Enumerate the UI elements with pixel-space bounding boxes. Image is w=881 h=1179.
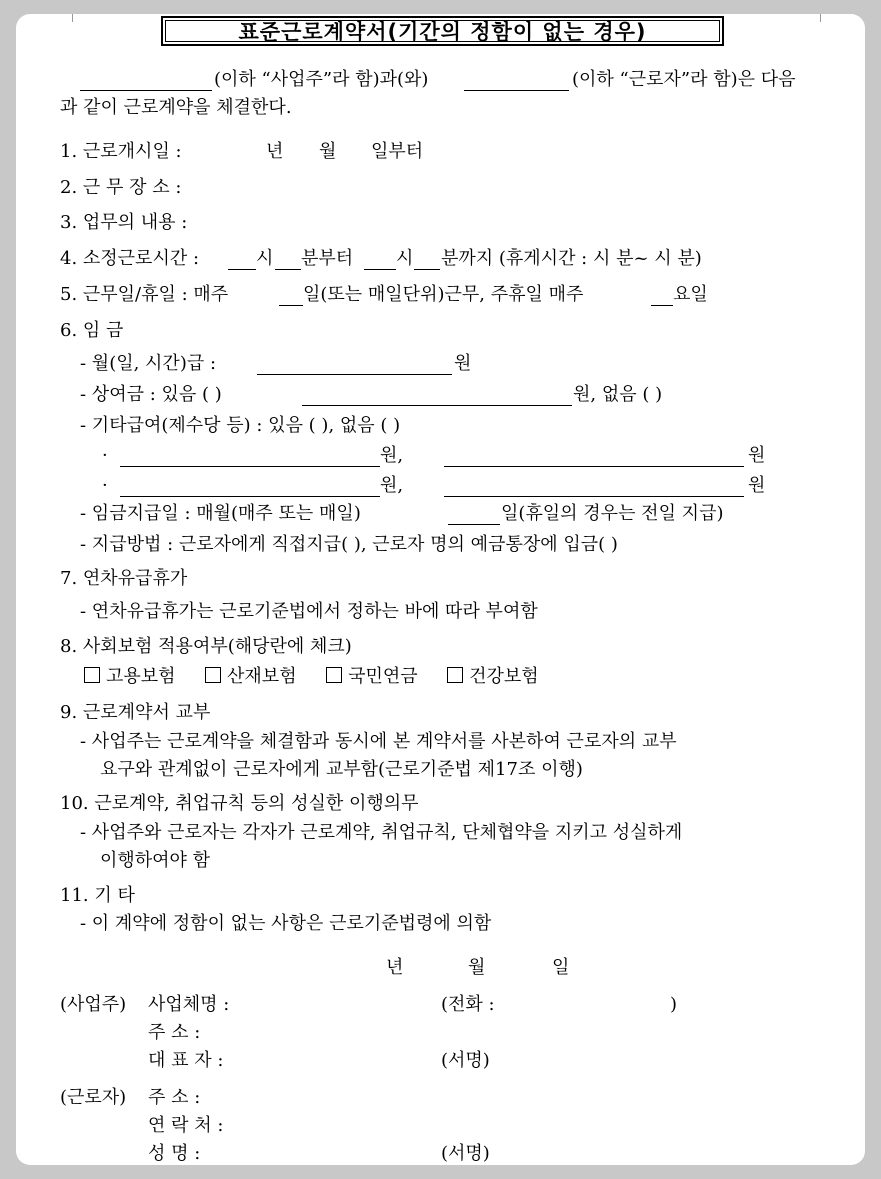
payday-label: - 임금지급일 : 매월(매주 또는 매일) (80, 503, 361, 524)
section-7-label: 7. 연차유급휴가 (60, 568, 188, 589)
employment-insurance-checkbox[interactable] (84, 667, 100, 683)
phone-label: (전화 : (441, 994, 495, 1015)
section-5-mid: 일(또는 매일단위)근무, 주휴일 매주 (303, 284, 584, 305)
payday-blank[interactable] (448, 524, 500, 525)
wage-label: - 월(일, 시간)급 : (80, 353, 217, 374)
other-pay-label: - 기타급여(제수당 등) : 있음 ( ), 없음 ( ) (80, 415, 401, 436)
section-9-line1: - 사업주는 근로계약을 체결함과 동시에 본 계약서를 사본하여 근로자의 교부 (80, 731, 677, 752)
won-unit: 원 (748, 475, 766, 496)
health-insurance-checkbox[interactable] (447, 667, 463, 683)
minute-blank-2[interactable] (414, 269, 440, 270)
insurance-options (84, 666, 539, 688)
employer-address-label: 주 소 : (148, 1022, 201, 1043)
worker-blank[interactable] (464, 90, 569, 91)
industrial-accident-label: 산재보험 (227, 666, 297, 687)
representative-label: 대 표 자 : (148, 1050, 224, 1071)
payment-method: - 지급방법 : 근로자에게 직접지급( ), 근로자 명의 예금통장에 입금( ) (80, 534, 618, 555)
worker-address-label: 주 소 : (148, 1087, 201, 1108)
start-month: 월 (319, 141, 337, 162)
section-4-label: 4. 소정근로시간 : (60, 248, 200, 269)
employment-insurance-label: 고용보험 (106, 666, 176, 687)
bullet: · (102, 475, 108, 496)
intro-line2: 과 같이 근로계약을 체결한다. (60, 97, 292, 118)
section-1-label: 1. 근로개시일 : (60, 141, 182, 162)
won-comma: 원, (380, 445, 404, 466)
bullet: · (102, 445, 108, 466)
date-year: 년 (386, 957, 404, 978)
section-10-label: 10. 근로계약, 취업규칙 등의 성실한 이행의무 (60, 793, 419, 814)
health-insurance-label: 건강보험 (469, 666, 539, 687)
other-pay-blank-1[interactable] (120, 466, 380, 467)
wage-unit: 원 (454, 353, 472, 374)
won-comma: 원, (380, 475, 404, 496)
intro-employer: (이하 “사업주”라 함)과(와) (214, 69, 429, 90)
other-pay-blank-4[interactable] (444, 496, 744, 497)
weekday-blank[interactable] (651, 305, 673, 306)
section-11-label: 11. 기 타 (60, 885, 135, 906)
bonus-blank[interactable] (302, 405, 572, 406)
section-8-label: 8. 사회보험 적용여부(해당란에 체크) (60, 636, 352, 657)
worker-name-label: 성 명 : (148, 1143, 201, 1164)
workdays-blank[interactable] (279, 305, 303, 306)
wage-blank[interactable] (257, 374, 452, 375)
section-10-line2: 이행하여야 함 (100, 850, 211, 871)
section-3-label: 3. 업무의 내용 : (60, 212, 188, 233)
national-pension-label: 국민연금 (348, 666, 418, 687)
date-month: 월 (468, 957, 486, 978)
worker-tag: (근로자) (60, 1087, 127, 1108)
from-label: 분부터 (301, 248, 354, 269)
hour-unit: 시 (256, 248, 274, 269)
bonus-unit: 원, 없음 ( ) (573, 384, 663, 405)
intro-worker: (이하 “근로자”라 함)은 다음 (572, 69, 796, 90)
national-pension-checkbox[interactable] (326, 667, 342, 683)
contact-label: 연 락 처 : (148, 1115, 224, 1136)
section-6-label: 6. 임 금 (60, 320, 124, 341)
payday-rest: 일(휴일의 경우는 전일 지급) (501, 503, 724, 524)
section-9-label: 9. 근로계약서 교부 (60, 702, 211, 723)
document-page (16, 14, 865, 1165)
minute-blank[interactable] (275, 269, 301, 270)
employer-tag: (사업주) (60, 994, 127, 1015)
other-pay-blank-2[interactable] (444, 466, 744, 467)
employer-blank[interactable] (80, 90, 212, 91)
hour-unit-2: 시 (396, 248, 414, 269)
start-day: 일부터 (371, 141, 424, 162)
section-10-line1: - 사업주와 근로자는 각자가 근로계약, 취업규칙, 단체협약을 지키고 성실하게 (80, 822, 683, 843)
start-year: 년 (266, 141, 284, 162)
bonus-label: - 상여금 : 있음 ( ) (80, 384, 222, 405)
phone-close: ) (670, 994, 678, 1015)
worker-signature[interactable]: (서명) (441, 1143, 490, 1164)
section-11-text: - 이 계약에 정함이 없는 사항은 근로기준법령에 의함 (80, 913, 492, 934)
company-name-label: 사업체명 : (148, 994, 230, 1015)
hour-blank[interactable] (228, 269, 256, 270)
hour-blank-2[interactable] (364, 269, 396, 270)
crop-mark (820, 14, 831, 22)
document-title: 표준근로계약서(기간의 정함이 없는 경우) (161, 16, 724, 46)
section-5-label: 5. 근무일/휴일 : 매주 (60, 284, 229, 305)
other-pay-blank-3[interactable] (120, 496, 380, 497)
crop-mark (62, 14, 73, 22)
weekday-unit: 요일 (673, 284, 708, 305)
section-9-line2: 요구와 관계없이 근로자에게 교부함(근로기준법 제17조 이행) (100, 759, 583, 780)
employer-signature[interactable]: (서명) (441, 1050, 490, 1071)
industrial-accident-checkbox[interactable] (205, 667, 221, 683)
won-unit: 원 (748, 445, 766, 466)
section-7-text: - 연차유급휴가는 근로기준법에서 정하는 바에 따라 부여함 (80, 601, 538, 622)
date-day: 일 (552, 957, 570, 978)
section-2-label: 2. 근 무 장 소 : (60, 177, 182, 198)
break-time: 분까지 (휴게시간 : 시 분~ 시 분) (441, 248, 702, 269)
